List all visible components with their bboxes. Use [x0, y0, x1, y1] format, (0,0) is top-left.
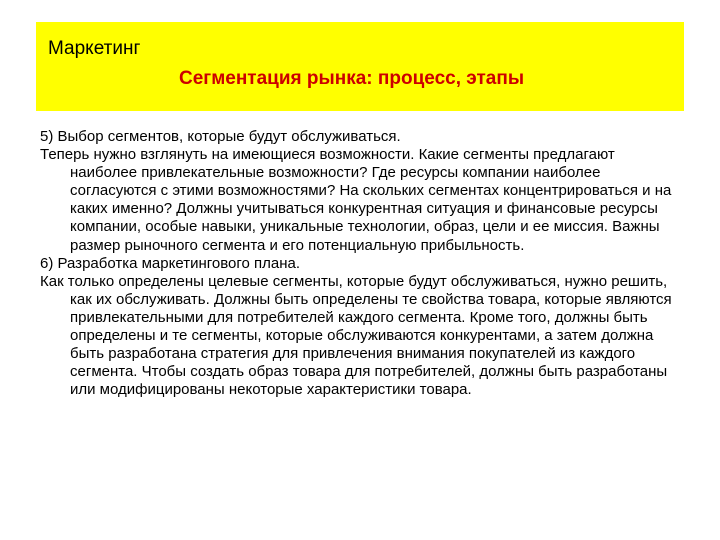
slide-body: [40, 128, 680, 399]
title-banner: [36, 22, 684, 111]
slide-subtitle: Сегментация рынка: процесс, этапы: [179, 68, 525, 89]
step-5-description: Теперь нужно взглянуть на имеющиеся возможности. Какие сегменты предлагают наиболее привлекательные возможности? Где ресурсы компании наиболее согласуются с этими возможностями? На скольких сегментах концентрироваться и на каких именно? Должны учитываться конкурентная ситуация и финансовые ресурсы компании, особые навыки, уникальные технологии, образ, цели и ее миссия. Важны размер рыночного сегмента и его потенциальную прибыльность.: [40, 146, 672, 254]
step-5-heading: 5) Выбор сегментов, которые будут обслуживаться.: [40, 128, 401, 145]
step-6-heading: 6) Разработка маркетингового плана.: [40, 254, 301, 272]
step-6-description: Как только определены целевые сегменты, которые будут обслуживаться, нужно решить, как их обслуживать. Должны быть определены те свойства товара, которые являются привлекательными для потребителей каждого сегмента. Кроме того, должны быть определены и те сегменты, которые обслуживаются конкурентами, а затем должна быть разработана стратегия для привлечения внимания покупателей из каждого сегмента. Чтобы создать образ товара для потребителей, должны быть разработаны или модифицированы некоторые характеристики товара.: [40, 272, 672, 399]
slide-title: Маркетинг: [48, 38, 141, 59]
